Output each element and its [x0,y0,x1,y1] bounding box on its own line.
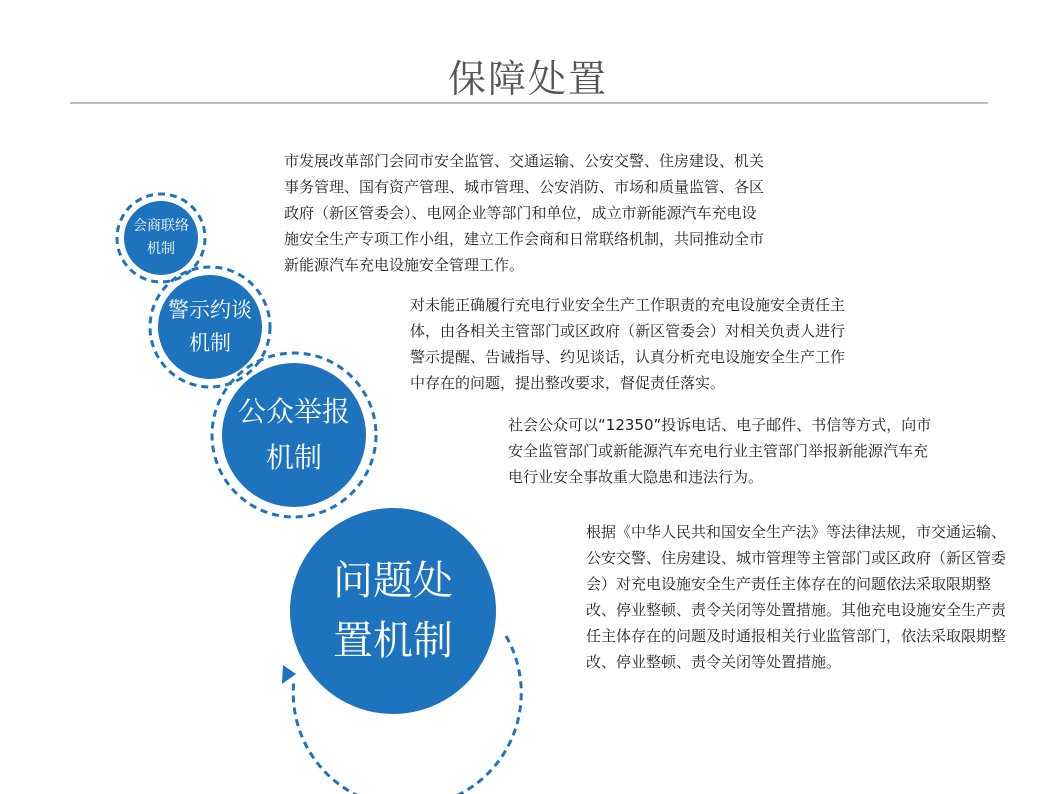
ring-4-arrowhead [282,665,296,684]
mechanism-label: 问题处置机制 [333,558,453,664]
mechanism-circle-warning [158,275,262,379]
mechanism-circle-consultation [124,201,198,275]
mechanism-circle-public-report [222,363,366,507]
mechanism-label: 警示约谈机制 [168,298,252,355]
mechanism-description-warning: 对未能正确履行充电行业安全生产工作职责的充电设施安全责任主体，由各相关主管部门或区政府（新区管委会）对相关负责人进行警示提醒、告诫指导、约见谈话，认真分析充电设施安全生产工作中存在的问题，提出整改要求，督促责任落实。 [410,296,846,392]
page-title: 保障处置 [447,57,608,101]
mechanism-label: 公众举报机制 [238,395,351,474]
mechanism-description-consultation: 市发展改革部门会同市安全监管、交通运输、公安交警、住房建设、机关事务管理、国有资产管理、城市管理、公安消防、市场和质量监管、各区政府（新区管委会）、电网企业等部门和单位，成立市新能源汽车充电设施安全生产专项工作小组，建立工作会商和日常联络机制，共同推动全市新能源汽车充电设施安全管理工作。 [284,152,765,274]
mechanism-description-problem-handling: 根据《中华人民共和国安全生产法》等法律法规，市交通运输、公安交警、住房建设、城市管理等主管部门或区政府（新区管委会）对充电设施安全生产责任主体存在的问题依法采取限期整改、停业整顿、责令关闭等处置措施。其他充电设施安全生产责任主体存在的问题及时通报相关行业监管部门，依法采取限期整改、停业整顿、责令关闭等处置措施。 [586,523,1007,671]
mechanism-circle-problem-handling [290,508,496,714]
mechanism-label: 会商联络机制 [133,218,189,257]
mechanism-description-public-report: 社会公众可以“12350”投诉电话、电子邮件、书信等方式，向市安全监管部门或新能源汽车充电行业主管部门举报新能源汽车充电行业安全事故重大隐患和违法行为。 [508,416,932,486]
